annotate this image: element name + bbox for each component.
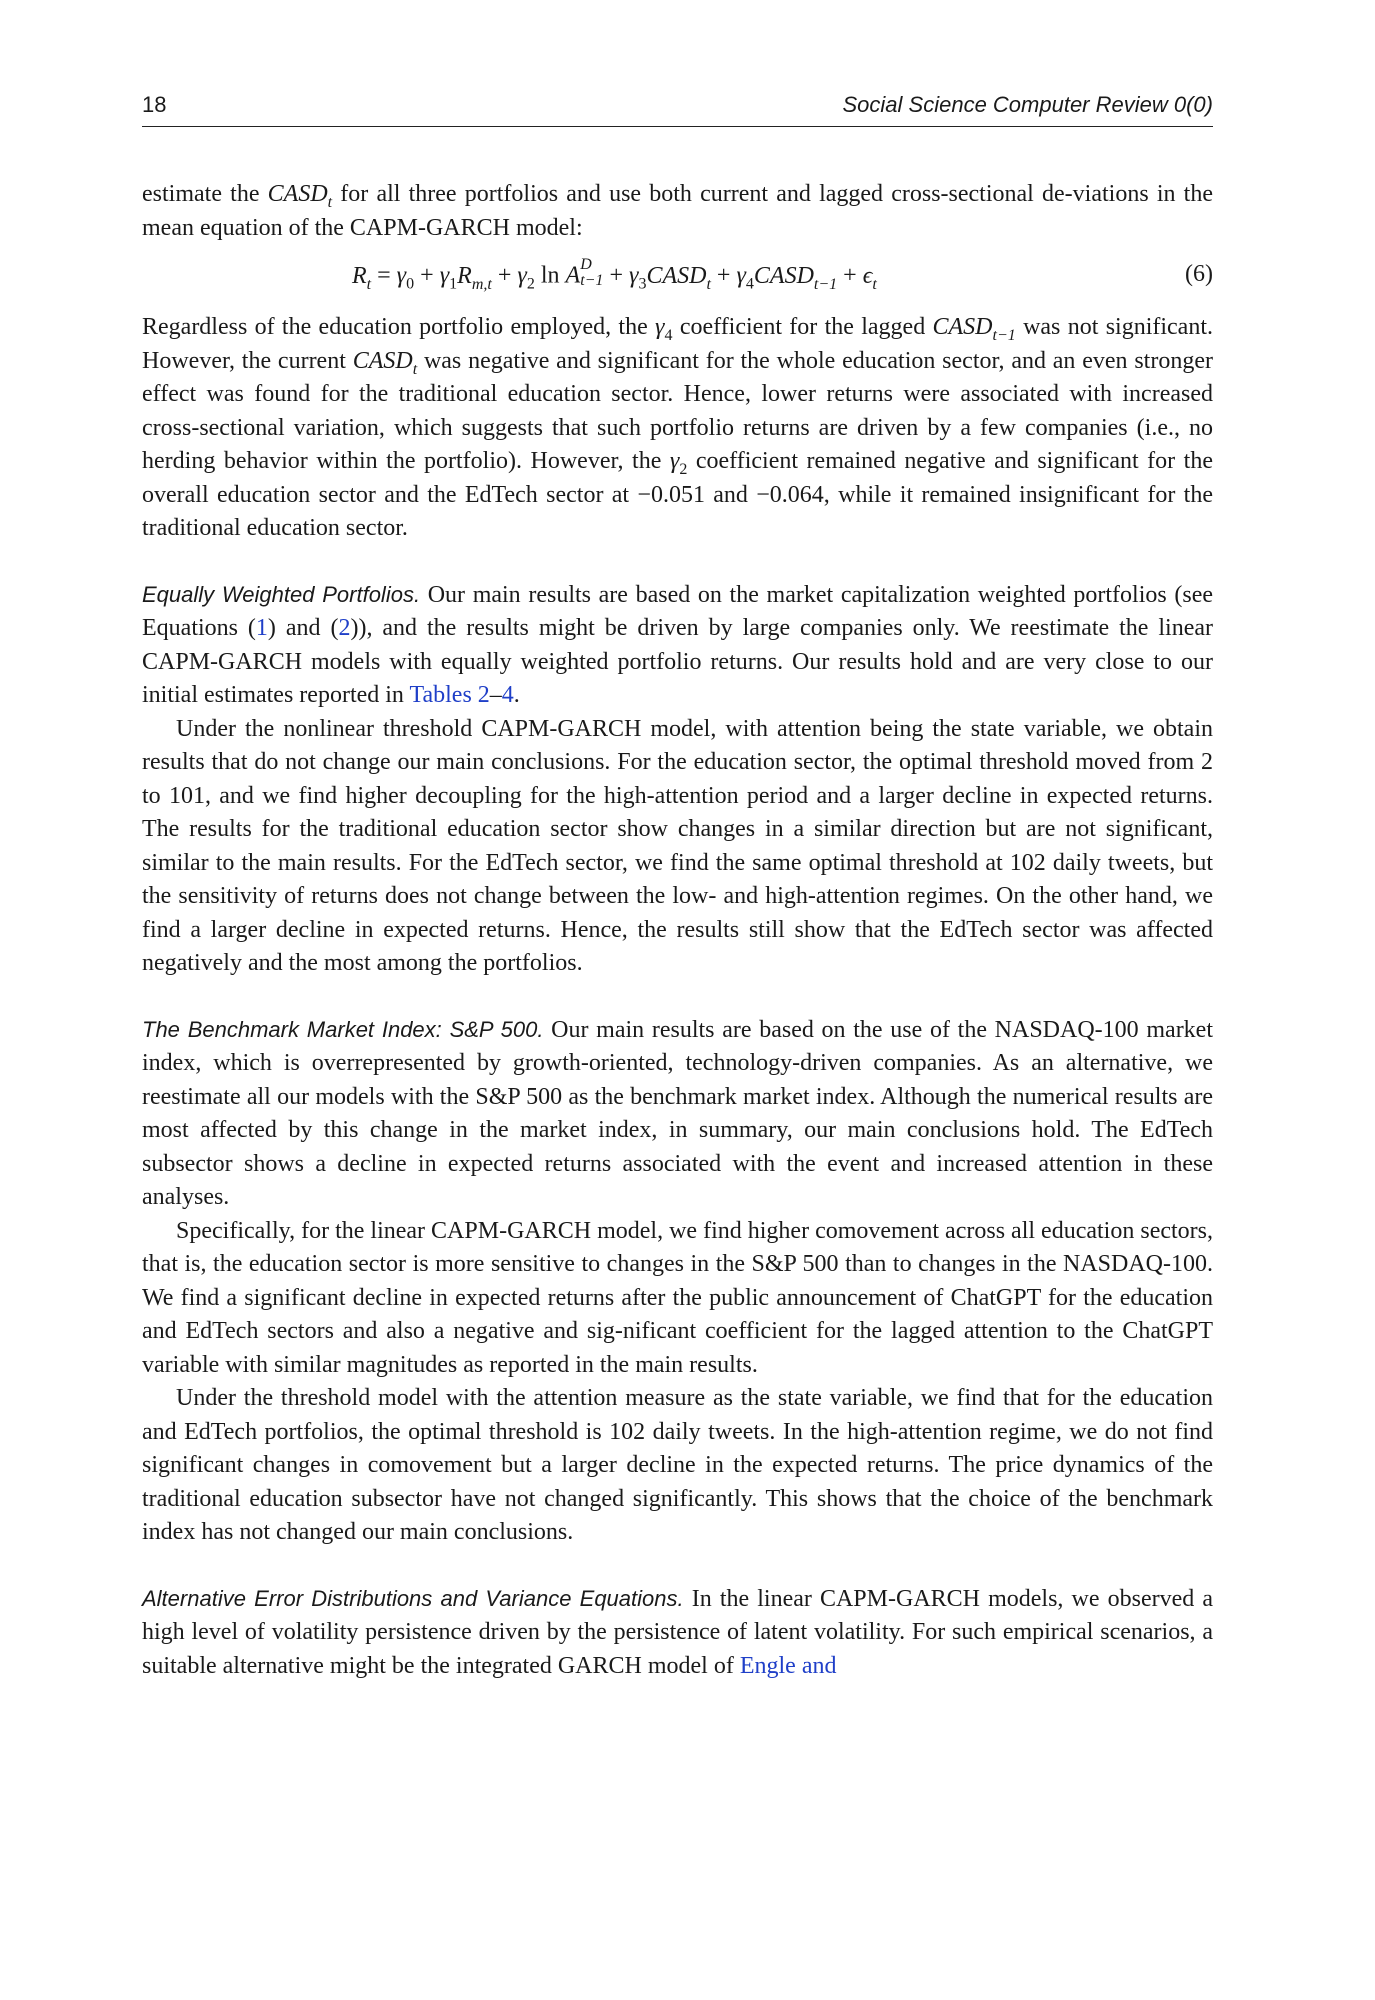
journal-title: Social Science Computer Review 0(0) <box>842 92 1213 117</box>
paragraph-threshold-attention: Under the nonlinear threshold CAPM-GARCH model, with attention being the state variable, we obtain results that do not change our main conclusions. For the education sector, the optimal threshold moved from 2 to 101, and we find higher decoupling for the high-attention period and a larger decline in expected returns. The results for the traditional education sector show changes in a similar direction but are not significant, similar to the main results. For the EdTech sector, we find the same optimal threshold at 102 daily tweets, but the sensitivity of returns does not change between the low- and high-attention regimes. On the other hand, we find a larger decline in expected returns. Hence, the results still show that the EdTech sector was affected negatively and the most among the portfolios. <box>142 715 1213 976</box>
section-heading-alt-error: Alternative Error Distributions and Variance Equations. <box>142 1585 684 1611</box>
equation-6 <box>142 257 1213 297</box>
section-heading-sp500: The Benchmark Market Index: S&P 500. <box>142 1016 544 1042</box>
paragraph-sp500-threshold: Under the threshold model with the attention measure as the state variable, we find that for the education and EdTech portfolios, the optimal threshold is 102 daily tweets. In the high-attention regime, we do not find significant changes in comovement but a larger decline in the expected returns. The price dynamics of the traditional education subsector have not changed significantly. This shows that the choice of the benchmark index has not changed our main conclusions. <box>142 1385 1213 1545</box>
equation-link-1[interactable]: 1 <box>255 615 268 641</box>
page-header <box>142 88 1213 127</box>
table-link-4[interactable]: 4 <box>501 682 514 708</box>
paragraph-sp500-linear: Specifically, for the linear CAPM-GARCH model, we find higher comovement across all education sectors, that is, the education sector is more sensitive to changes in the S&P 500 than to changes in the NASDAQ-100. We find a significant decline in expected returns after the public announcement of ChatGPT for the education and EdTech sectors and also a negative and sig-nificant coefficient for the lagged attention to the ChatGPT variable with similar magnitudes as reported in the main results. <box>142 1217 1213 1378</box>
paragraph-intro: estimate the $CASD_t$ for all three portfolios and use both current and lagged cross-sectional de-viations in the mean equation of the CAPM-GARCH model: <box>142 181 1214 241</box>
equation-link-2[interactable]: 2 <box>338 615 351 641</box>
math-casd-t: $CASD_t$ <box>267 181 333 211</box>
equation-body: $R_t = \gamma_0 + \gamma_1R_{m,t} + \gamma_2$ ln A D t−1 + $\gamma_3CASD_t$ + $\gamma_4CASD_{t-1} + \epsilon_t$ <box>352 256 877 293</box>
page-body <box>142 178 1213 1683</box>
reference-link-engle[interactable]: Engle and <box>739 1652 837 1679</box>
page-number: 18 <box>142 92 167 117</box>
equation-number: (6) <box>1185 261 1213 287</box>
paragraph-equally-weighted: Equally Weighted Portfolios. Our main results are based on the market capitalization weighted portfolios (see Equations (1) and (2)), and the results might be driven by large companies only. We reestimate the linear CAPM-GARCH models with equally weighted portfolio returns. Our results hold and are very close to our initial estimates reported in Tables 2–4. <box>142 581 1214 708</box>
paragraph-casd-results: Regardless of the education portfolio employed, the $\gamma_4$ coefficient for the lagged $CASD_{t-1}$ was not significant. However, the current $CASD_t$ was negative and significant for the whole education sector, and an even stronger effect was found for the traditional education sector. Hence, lower returns were associated with increased cross-sectional variation, which suggests that such portfolio returns are driven by a few companies (i.e., no herding behavior within the portfolio). However, the $\gamma_2$ coefficient remained negative and significant for the overall education sector and the EdTech sector at −0.051 and −0.064, while it remained insignificant for the traditional education sector. <box>142 314 1213 541</box>
table-link-2[interactable]: Tables 2 <box>409 682 490 708</box>
paragraph-alt-error: Alternative Error Distributions and Variance Equations. In the linear CAPM-GARCH models, we observed a high level of volatility persistence driven by the persistence of latent volatility. For such empirical scenarios, a suitable alternative might be the integrated GARCH model of Engle and <box>142 1585 1214 1679</box>
paragraph-sp500-intro: The Benchmark Market Index: S&P 500. Our main results are based on the use of the NASDAQ-100 market index, which is overrepresented by growth-oriented, technology-driven companies. As an alternative, we reestimate all our models with the S&P 500 as the benchmark market index. Although the numerical results are most affected by this change in the market index, in summary, our main conclusions hold. The EdTech subsector shows a decline in expected returns associated with the event and increased attention in these analyses. <box>142 1016 1214 1210</box>
section-heading-equally-weighted: Equally Weighted Portfolios. <box>142 581 421 607</box>
